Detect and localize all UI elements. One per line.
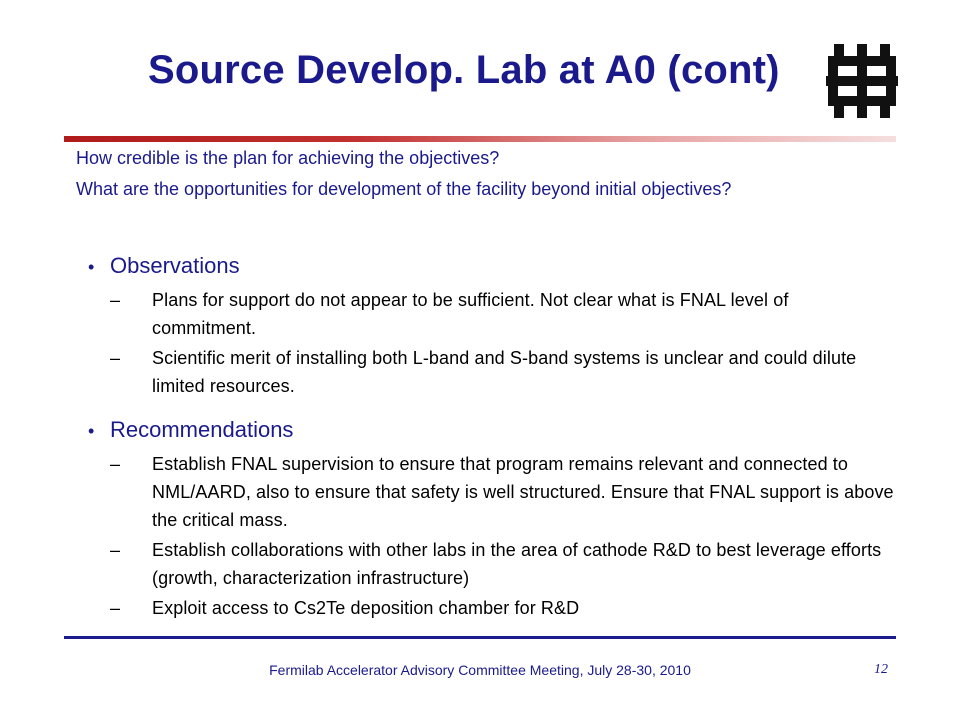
question-item: What are the opportunities for development of the facility beyond initial objectives? xyxy=(76,179,732,199)
dash-icon: – xyxy=(110,540,121,560)
sub-bullet-item xyxy=(110,450,896,534)
slide-title: Source Develop. Lab at A0 (cont) xyxy=(148,48,780,92)
question-item: How credible is the plan for achieving the objectives? xyxy=(76,148,500,168)
bullet-item xyxy=(76,250,896,282)
dash-icon: – xyxy=(110,290,121,310)
dash-icon: – xyxy=(110,598,121,618)
sub-bullet-item xyxy=(110,286,896,342)
dash-icon: – xyxy=(110,348,121,368)
sub-bullet-item xyxy=(110,344,896,400)
question-list xyxy=(76,146,896,208)
slide-body xyxy=(76,250,896,636)
sub-bullet-text: Scientific merit of installing both L-band and S-band systems is unclear and could dilute limited resources. xyxy=(152,348,857,396)
sub-bullet-text: Establish FNAL supervision to ensure that program remains relevant and connected to NML/AARD, also to ensure that safety is well structured. Ensure that FNAL support is above the critical mass. xyxy=(152,454,894,530)
dash-icon: – xyxy=(110,454,121,474)
footer-text: Fermilab Accelerator Advisory Committee Meeting, July 28-30, 2010 xyxy=(269,662,691,678)
bullet-icon: • xyxy=(88,421,95,441)
sub-bullet-text: Establish collaborations with other labs in the area of cathode R&D to best leverage efforts (growth, characterization infrastructure) xyxy=(152,540,882,588)
page-number: 12 xyxy=(874,662,888,677)
fermilab-logo-icon xyxy=(826,42,898,120)
footer-divider xyxy=(64,636,896,639)
sub-bullet-item xyxy=(110,594,896,622)
section-heading: Recommendations xyxy=(110,417,294,442)
bullet-item xyxy=(76,414,896,446)
section-recommendations xyxy=(76,414,896,622)
sub-bullet-text: Plans for support do not appear to be sufficient. Not clear what is FNAL level of commitment. xyxy=(152,290,789,338)
sub-bullet-text: Exploit access to Cs2Te deposition chamber for R&D xyxy=(152,598,580,618)
title-divider xyxy=(64,136,896,142)
bullet-icon: • xyxy=(88,257,95,277)
sub-bullet-item xyxy=(110,536,896,592)
section-observations xyxy=(76,250,896,400)
section-heading: Observations xyxy=(110,253,240,278)
